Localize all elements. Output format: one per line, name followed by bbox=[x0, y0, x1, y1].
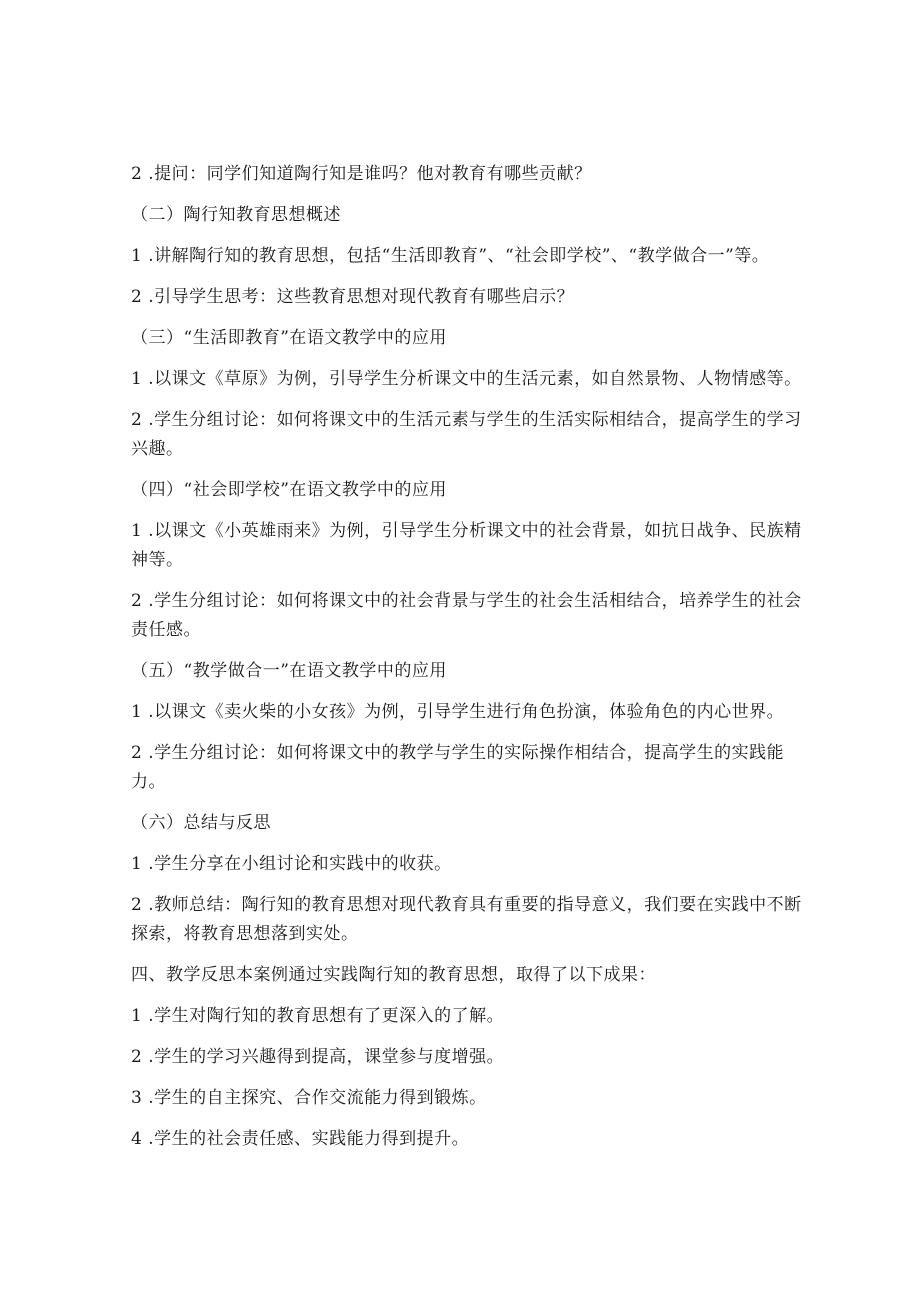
section-heading: （二）陶行知教育思想概述 bbox=[131, 205, 341, 225]
section-heading: （三）“生活即教育”在语文教学中的应用 bbox=[131, 328, 447, 348]
list-item: 2 .提问：同学们知道陶行知是谁吗？他对教育有哪些贡献？ bbox=[131, 164, 592, 184]
list-item: 2 .学生分组讨论：如何将课文中的社会背景与学生的社会生活相结合，培养学生的社会责任感。 bbox=[131, 591, 802, 640]
section-heading: （六）总结与反思 bbox=[131, 813, 271, 833]
list-item: 3 .学生的自主探究、合作交流能力得到锻炼。 bbox=[131, 1088, 487, 1108]
section-heading: （五）“教学做合一”在语文教学中的应用 bbox=[131, 661, 447, 681]
list-item: 2 .引导学生思考：这些教育思想对现代教育有哪些启示？ bbox=[131, 287, 575, 307]
list-item: 1 .学生对陶行知的教育思想有了更深入的了解。 bbox=[131, 1006, 505, 1026]
list-item: 1 .学生分享在小组讨论和实践中的收获。 bbox=[131, 854, 452, 874]
section-heading: 四、教学反思本案例通过实践陶行知的教育思想，取得了以下成果： bbox=[131, 965, 656, 985]
list-item: 2 .学生分组讨论：如何将课文中的生活元素与学生的生活实际相结合，提高学生的学习兴趣。 bbox=[131, 410, 802, 459]
list-item: 1 .以课文《卖火柴的小女孩》为例，引导学生进行角色扮演，体验角色的内心世界。 bbox=[131, 702, 785, 722]
list-item: 2 .学生分组讨论：如何将课文中的教学与学生的实际操作相结合，提高学生的实践能力。 bbox=[131, 743, 785, 792]
list-item: 1 .以课文《小英雄雨来》为例，引导学生分析课文中的社会背景，如抗日战争、民族精神等。 bbox=[131, 521, 802, 570]
list-item: 1 .以课文《草原》为例，引导学生分析课文中的生活元素，如自然景物、人物情感等。 bbox=[131, 369, 802, 389]
section-heading: （四）“社会即学校”在语文教学中的应用 bbox=[131, 480, 447, 500]
list-item: 2 .教师总结：陶行知的教育思想对现代教育具有重要的指导意义，我们要在实践中不断探索，将教育思想落到实处。 bbox=[131, 895, 802, 944]
list-item: 4 .学生的社会责任感、实践能力得到提升。 bbox=[131, 1129, 470, 1149]
document-body bbox=[131, 160, 811, 1166]
list-item: 1 .讲解陶行知的教育思想，包括“生活即教育”、“社会即学校”、“教学做合一”等。 bbox=[131, 246, 770, 266]
list-item: 2 .学生的学习兴趣得到提高，课堂参与度增强。 bbox=[131, 1047, 505, 1067]
